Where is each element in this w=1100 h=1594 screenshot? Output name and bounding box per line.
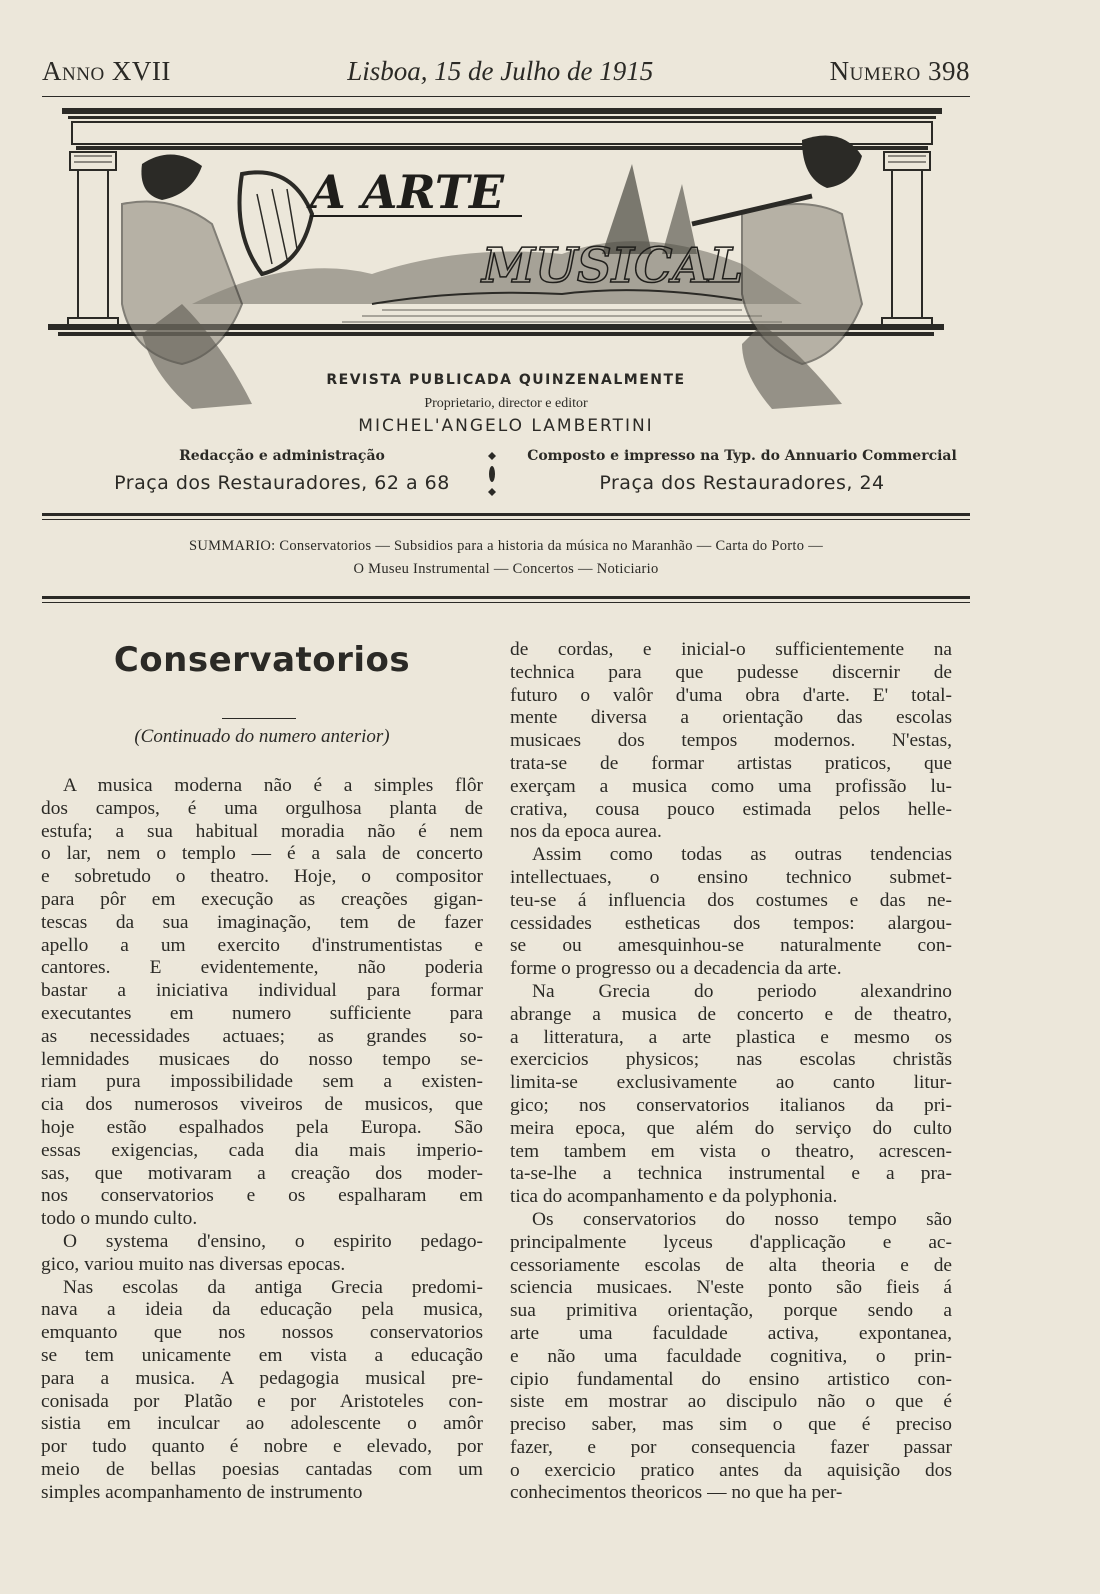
- article-line: e sobretudo o theatro. Hoje, o compositor: [41, 866, 483, 888]
- composto-label: Composto e impresso na Typ. do Annuario Commercial: [527, 448, 957, 464]
- article-line: ta-se-lhe a technica instrumental e a pra-: [510, 1163, 952, 1185]
- article-line: meio de bellas poesias cantadas com um: [41, 1458, 483, 1480]
- article-line: meira epoca, que além do serviço do culto: [510, 1117, 952, 1139]
- article-line: nava a ideia da educação pela musica,: [41, 1299, 483, 1321]
- article-line: conisada por Platão e por Aristoteles con-: [41, 1390, 483, 1412]
- article-line: tica do acompanhamento e da polyphonia.: [510, 1186, 838, 1208]
- article-subtitle: (Continuado do numero anterior): [134, 726, 390, 747]
- article-line: cessoriamente escolas de alta theoria e de: [510, 1254, 952, 1276]
- masthead-illustration: [42, 104, 970, 444]
- article-line: siste em mostrar ao discipulo não o que é: [510, 1391, 952, 1413]
- article-line: exercicios physicos; nas escolas christãs: [510, 1049, 952, 1071]
- article-line: abrange a musica de concerto e de theatro,: [510, 1003, 952, 1025]
- header-rule: [42, 96, 970, 97]
- article-line: apello a um exercito d'instrumentistas e: [41, 934, 483, 956]
- composto-address: Praça dos Restauradores, 24: [599, 472, 885, 494]
- article-line: essas exigencias, cada dia mais imperio-: [41, 1139, 483, 1161]
- article-line: limita-se exclusivamente ao canto litur-: [510, 1072, 952, 1094]
- ornament-divider-icon: [488, 452, 496, 496]
- article-line: futuro o valôr d'uma obra d'arte. E' total-: [510, 684, 952, 706]
- article-line: hoje estão espalhados pela Europa. São: [41, 1116, 483, 1138]
- title-rule: [222, 718, 296, 719]
- issue-date: Lisboa, 15 de Julho de 1915: [347, 56, 654, 86]
- article-line: Nas escolas da antiga Grecia predomi-: [63, 1276, 483, 1298]
- article-line: sas, que motivaram a creação dos moder-: [41, 1162, 483, 1184]
- article-line: para a musica. A pedagogia musical pre-: [41, 1367, 483, 1389]
- article-column-left: [41, 775, 483, 1505]
- article-line: trata-se de formar artistas praticos, que: [510, 752, 952, 774]
- article-line: cessidades estheticas dos tempos: alargou-: [510, 912, 952, 934]
- article-line: Na Grecia do periodo alexandrino: [532, 980, 952, 1002]
- issue-header: [42, 56, 970, 87]
- article-line: riam pura impossibilidade sem a existen-: [41, 1071, 483, 1093]
- masthead-title-a-arte: A ARTE: [310, 165, 505, 219]
- article-line: conhecimentos theoricos — no que ha per-: [510, 1482, 843, 1504]
- redaccao-block: [82, 448, 482, 494]
- article-line: todo o mundo culto.: [41, 1208, 198, 1230]
- article-line: de cordas, e inicial-o sufficientemente na: [510, 639, 952, 660]
- article-line: simples acompanhamento de instrumento: [41, 1481, 363, 1503]
- article-line: cantores. E evidentemente, não poderia: [41, 957, 483, 979]
- article-line: as necessidades actuaes; as grandes so-: [41, 1025, 483, 1047]
- issue-year: Anno XVII: [42, 56, 171, 86]
- article-line: o lar, nem o templo — é a sala de concerto: [41, 843, 483, 865]
- article-line: technica para que pudesse discernir de: [510, 661, 952, 683]
- article-line: intellectuaes, o ensino technico submet-: [510, 866, 952, 888]
- article-line: executantes em numero sufficiente para: [41, 1002, 483, 1024]
- article-line: cia dos numerosos viveiros de musicos, que: [41, 1094, 483, 1116]
- summary-top-rule-thin: [42, 519, 970, 520]
- article-line: preciso saber, mas sim o que é preciso: [510, 1414, 952, 1436]
- article-line: se tem unicamente em vista a educação: [41, 1344, 483, 1366]
- article-line: nos da epoca aurea.: [510, 821, 662, 843]
- article-line: teu-se á influencia dos costumes e das ne-: [510, 889, 952, 911]
- issue-number: Numero 398: [829, 56, 970, 86]
- summary-top-rule: [42, 513, 970, 516]
- article-line: bastar a iniciativa individual para formar: [41, 980, 483, 1002]
- masthead-tagline: REVISTA PUBLICADA QUINZENALMENTE: [326, 372, 686, 388]
- article-line: e não uma faculdade cognitiva, o prin-: [510, 1345, 952, 1367]
- summary-line-2: O Museu Instrumental — Concertos — Noticiario: [353, 561, 659, 577]
- article-line: gico, variou muito nas diversas epocas.: [41, 1253, 346, 1275]
- article-line: dos campos, é uma orgulhosa planta de: [41, 797, 483, 819]
- article-line: mente diversa a orientação das escolas: [510, 707, 952, 729]
- article-line: o exercicio pratico antes da aquisição dos: [510, 1459, 952, 1481]
- article-line: para pôr em execução as creações gigan-: [41, 888, 483, 910]
- article-line: Assim como todas as outras tendencias: [532, 844, 952, 866]
- summary-bottom-rule: [42, 596, 970, 599]
- summary-bottom-rule-thin: [42, 602, 970, 603]
- article-line: tescas da sua imaginação, tem de fazer: [41, 911, 483, 933]
- article-line: sciencia musicaes. N'este ponto são fieis á: [510, 1277, 952, 1299]
- masthead-editor: MICHEL'ANGELO LAMBERTINI: [358, 416, 654, 436]
- address-row: [42, 448, 970, 508]
- article-line: a litteratura, a arte plastica e mesmo os: [510, 1026, 952, 1048]
- article-line: lemnidades musicaes do nosso tempo se-: [41, 1048, 483, 1070]
- redaccao-label: Redacção e administração: [179, 448, 385, 464]
- article-line: crativa, cousa pouco estimada pelos helle-: [510, 798, 952, 820]
- article-line: cipio fundamental do ensino artistico con-: [510, 1368, 952, 1390]
- composto-block: [512, 448, 972, 494]
- article-line: Os conservatorios do nosso tempo são: [532, 1208, 952, 1230]
- article-line: gico; nos conservatorios italianos da pri-: [510, 1094, 952, 1116]
- article-title: Conservatorios: [113, 640, 411, 680]
- masthead: [42, 104, 970, 444]
- article-line: A musica moderna não é a simples flôr: [63, 775, 483, 796]
- redaccao-address: Praça dos Restauradores, 62 a 68: [114, 472, 450, 494]
- article-line: sua primitiva orientação, porque sendo a: [510, 1300, 952, 1322]
- article-line: fazer, e por consequencia fazer passar: [510, 1436, 952, 1458]
- article-line: arte uma faculdade activa, expontanea,: [510, 1322, 952, 1344]
- article-line: forme o progresso ou a decadencia da arte.: [510, 958, 842, 980]
- masthead-proprietor: Proprietario, director e editor: [424, 396, 588, 411]
- summary: [42, 535, 970, 581]
- article-line: emquanto que nos nossos conservatorios: [41, 1322, 483, 1344]
- article-line: musicaes dos tempos modernos. N'estas,: [510, 730, 952, 752]
- article-column-right: [510, 639, 952, 1505]
- summary-line-1: SUMMARIO: Conservatorios — Subsidios para a historia da música no Maranhão — Carta do Porto —: [188, 538, 823, 554]
- article-line: sistia em inculcar ao adolescente o amôr: [41, 1413, 483, 1435]
- article-line: por tudo quanto é nobre e elevado, por: [41, 1436, 483, 1458]
- masthead-title-musical: MUSICAL: [482, 238, 744, 294]
- article-line: estufa; a sua habitual moradia não é nem: [41, 820, 483, 842]
- article-line: exerçam a musica como uma profissão lu-: [510, 775, 952, 797]
- article-line: tem tambem em vista o theatro, acrescen-: [510, 1140, 952, 1162]
- article-line: O systema d'ensino, o espirito pedago-: [63, 1230, 483, 1252]
- article-line: nos conservatorios e os espalharam em: [41, 1185, 483, 1207]
- article-line: se ou amesquinhou-se naturalmente con-: [510, 935, 952, 957]
- article-line: principalmente lyceus d'applicação e ac-: [510, 1231, 952, 1253]
